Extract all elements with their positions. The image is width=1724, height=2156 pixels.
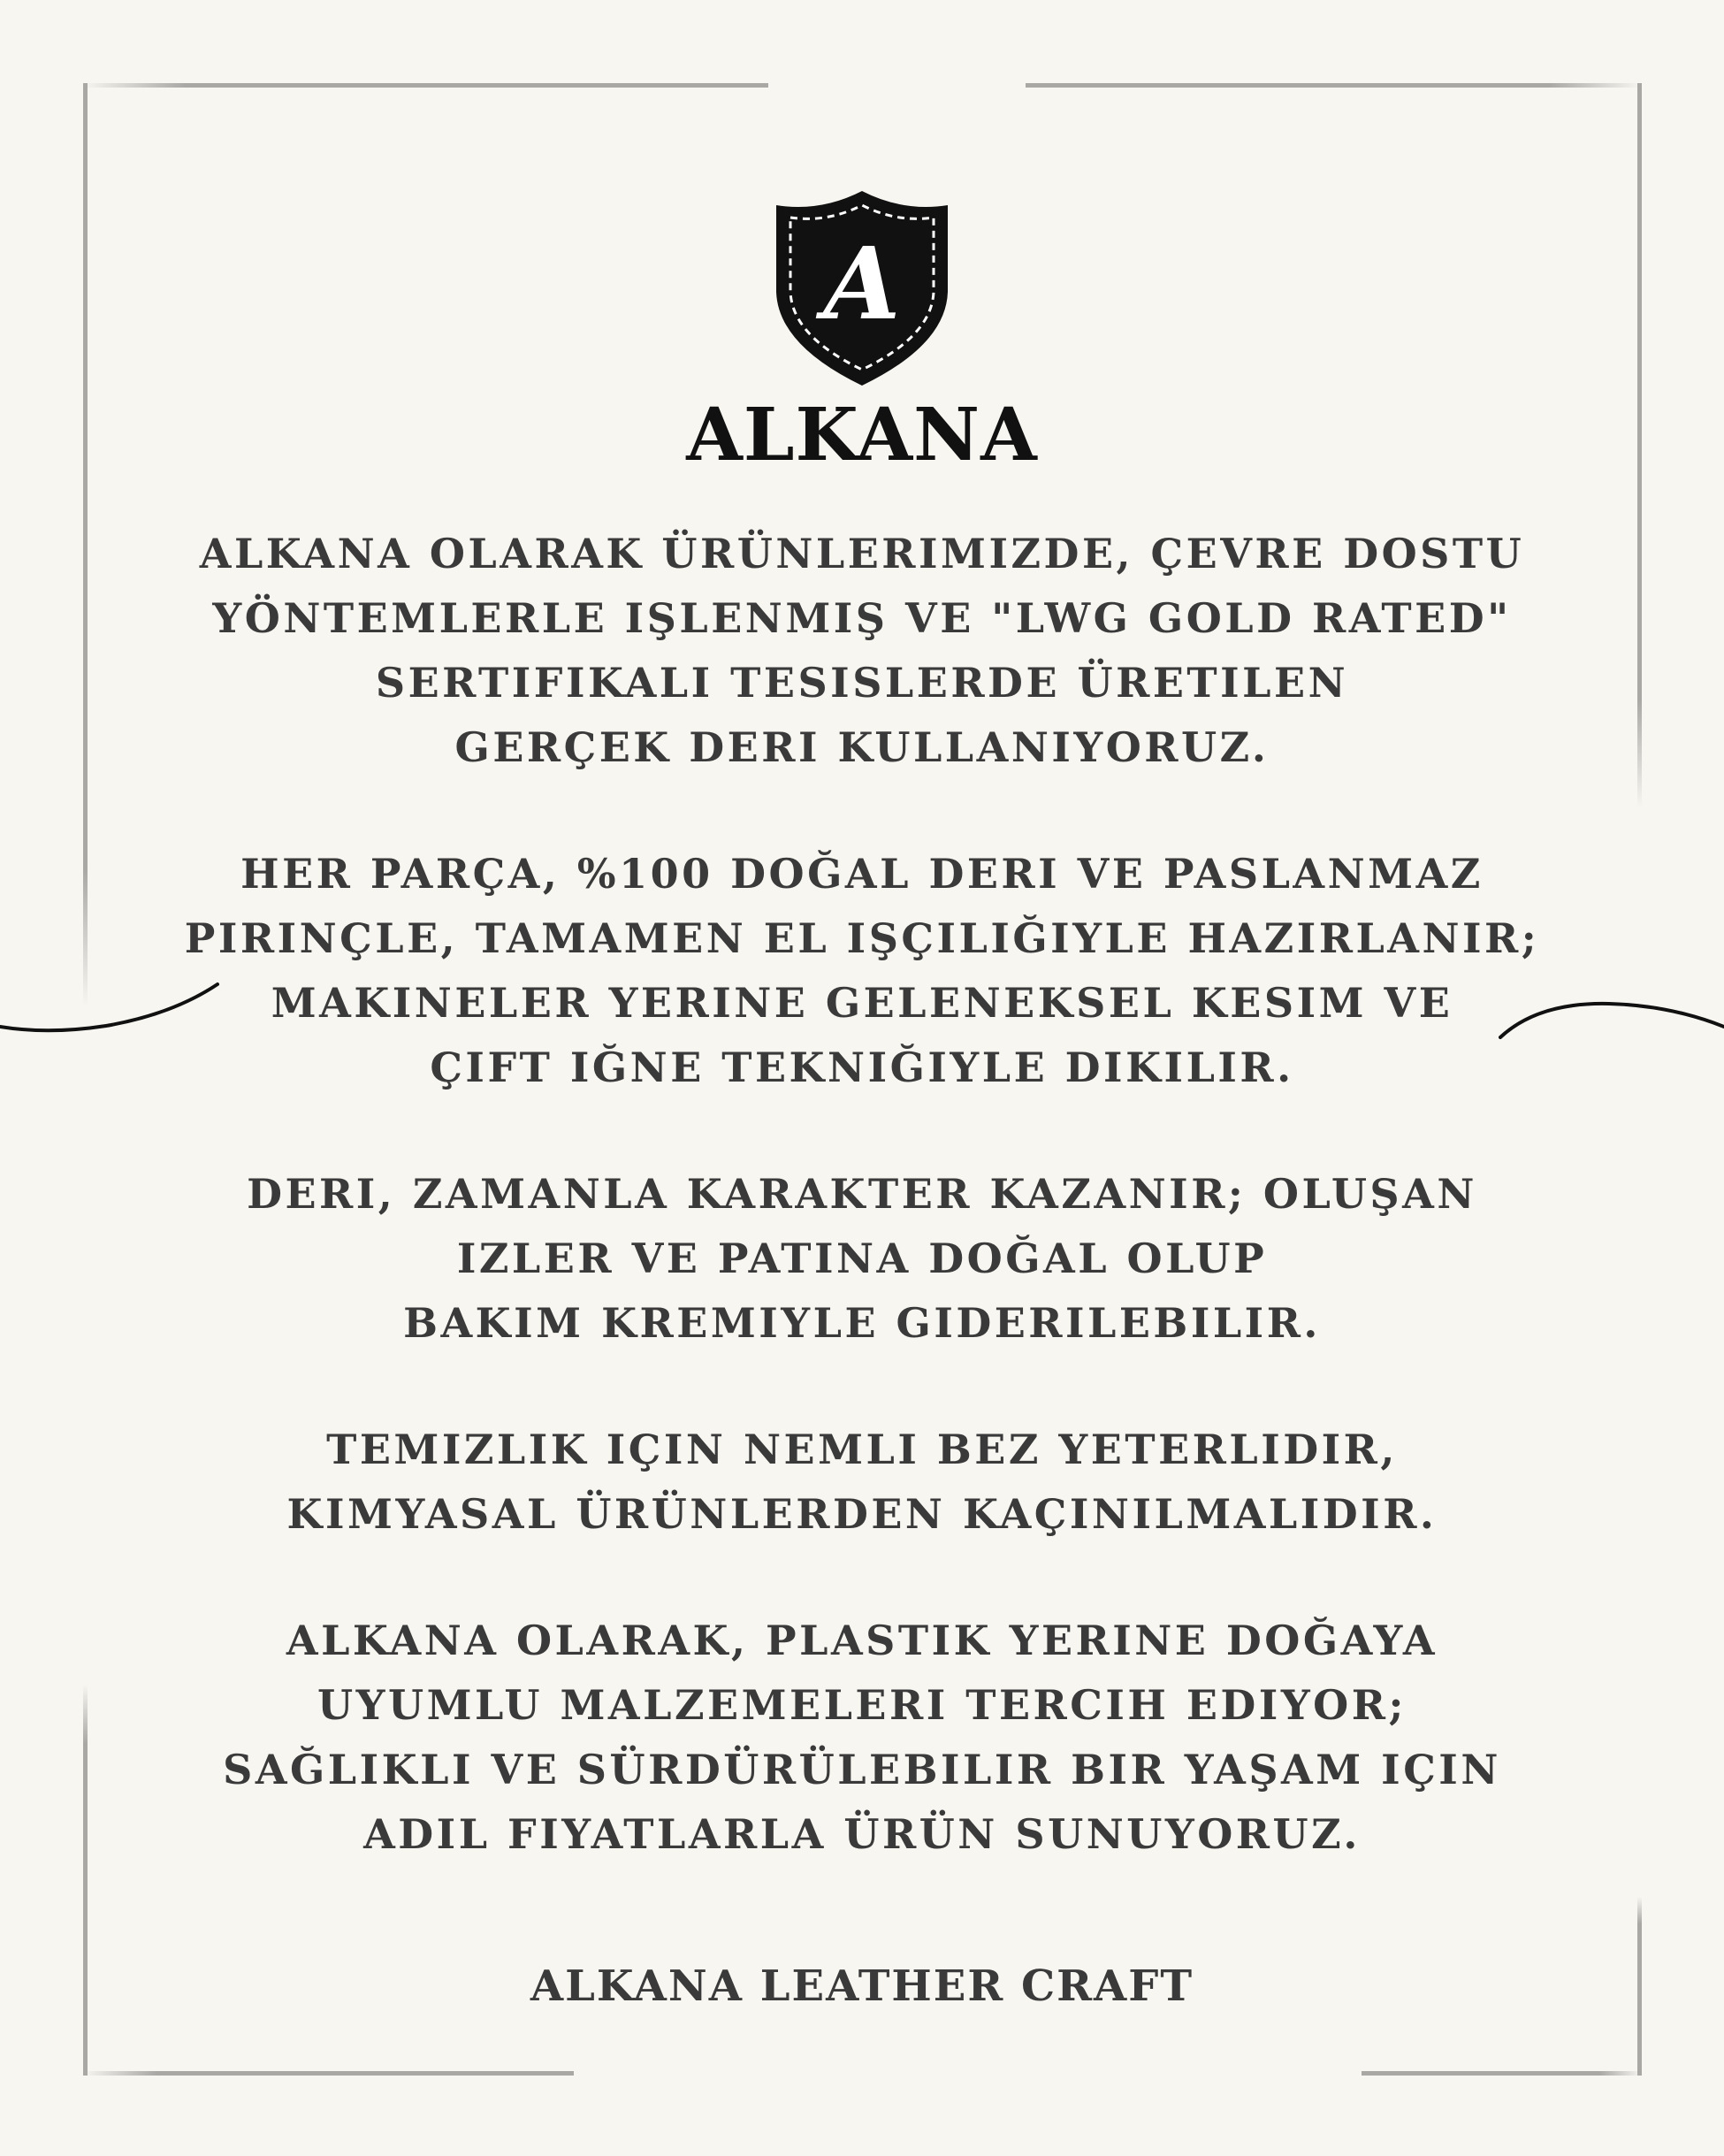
paragraph-line: SERTIFIKALI TESISLERDE ÜRETILEN (375, 659, 1349, 707)
paragraph-line: MAKINELER YERINE GELENEKSEL KESIM VE (271, 979, 1453, 1027)
frame-bottom-right-line (1362, 2071, 1642, 2076)
paragraph-line: DERI, ZAMANLA KARAKTER KAZANIR; OLUŞAN (247, 1170, 1477, 1218)
paragraph-line: UYUMLU MALZEMELERI TERCIH EDIYOR; (317, 1681, 1407, 1729)
paragraph-sustainability (133, 1609, 1591, 1867)
paragraph-line: KIMYASAL ÜRÜNLERDEN KAÇINILMALIDIR. (286, 1490, 1438, 1538)
info-text (133, 522, 1591, 1929)
paragraph-line: BAKIM KREMIYLE GIDERILEBILIR. (403, 1299, 1321, 1347)
paragraph-line: ALKANA OLARAK ÜRÜNLERIMIZDE, ÇEVRE DOSTU (199, 530, 1525, 577)
paragraph-craftsmanship (133, 842, 1591, 1100)
logo-letter: A (823, 226, 901, 342)
frame-top-left-line (83, 83, 768, 88)
brand-name: ALKANA (686, 393, 1038, 478)
signature: ALKANA LEATHER CRAFT (530, 1961, 1194, 2011)
brand-logo (0, 186, 1724, 479)
paragraph-line: SAĞLIKLI VE SÜRDÜRÜLEBILIR BIR YAŞAM IÇIN (223, 1746, 1501, 1793)
paragraph-line: PIRINÇLE, TAMAMEN EL IŞÇILIĞIYLE HAZIRLANIR; (184, 914, 1540, 962)
paragraph-line: IZLER VE PATINA DOĞAL OLUP (456, 1235, 1268, 1282)
frame-bottom-left-line (83, 2071, 574, 2076)
shield-icon (769, 186, 955, 389)
paragraph-line: GERÇEK DERI KULLANIYORUZ. (454, 723, 1270, 771)
paragraph-line: TEMIZLIK IÇIN NEMLI BEZ YETERLIDIR, (326, 1426, 1398, 1473)
paragraph-cleaning (133, 1418, 1591, 1547)
paragraph-line: ALKANA OLARAK, PLASTIK YERINE DOĞAYA (286, 1617, 1438, 1664)
frame-top-right-line (1026, 83, 1642, 88)
frame-left-bottom-line (83, 1685, 88, 2076)
paragraph-line: ÇIFT IĞNE TEKNIĞIYLE DIKILIR. (430, 1044, 1294, 1091)
paragraph-patina (133, 1162, 1591, 1356)
paragraph-line: HER PARÇA, %100 DOĞAL DERI VE PASLANMAZ (240, 850, 1484, 898)
paragraph-materials (133, 522, 1591, 780)
paragraph-line: YÖNTEMLERLE IŞLENMIŞ VE "LWG GOLD RATED" (212, 594, 1512, 642)
paragraph-line: ADIL FIYATLARLA ÜRÜN SUNUYORUZ. (363, 1810, 1361, 1858)
